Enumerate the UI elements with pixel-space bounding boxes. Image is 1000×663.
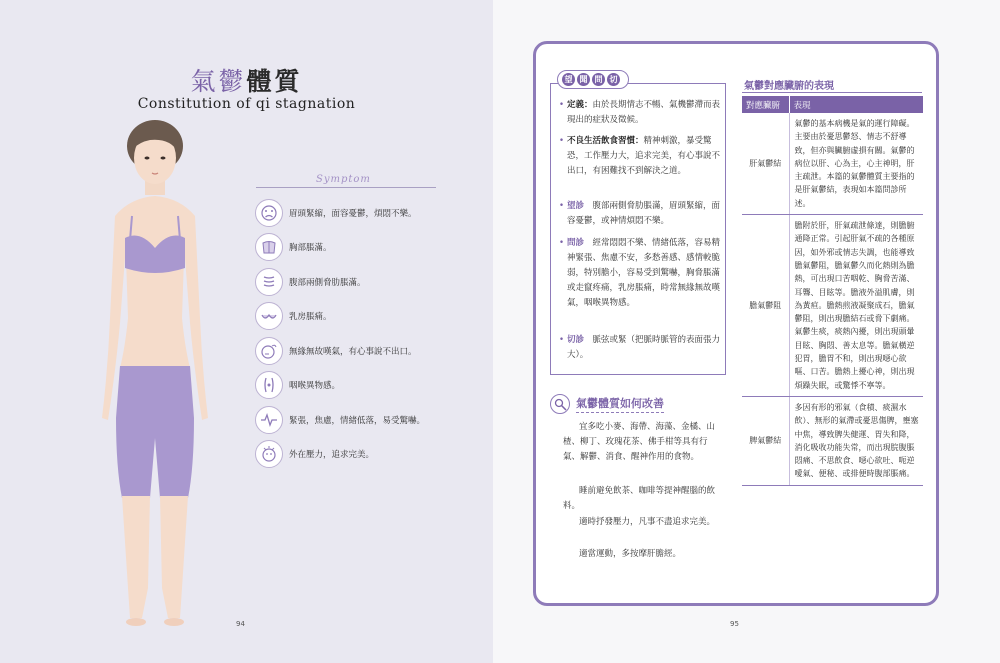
improve-paragraph: 適當運動，多按摩肝膽經。	[579, 549, 682, 559]
item-text: 經常悶悶不樂、情緒低落，容易精神緊張、焦慮不安，多愁善感、感情較脆弱，特別膽小，容易受到驚嚇，胸脅脹滿或走竄疼痛，乳房脹痛，時常無緣無故嘆氣，咽喉異物感。	[567, 238, 721, 308]
symptom-row	[255, 301, 332, 331]
item-label: 定義：	[567, 100, 593, 110]
frown-face-icon	[255, 199, 283, 227]
item-label: 不良生活飲食習慣：	[567, 136, 644, 146]
diagnosis-tab	[557, 70, 629, 89]
left-page	[0, 0, 493, 663]
symptom-text: 外在壓力，追求完美。	[289, 450, 375, 460]
symptom-row	[255, 232, 332, 262]
page-number: 94	[236, 620, 245, 628]
organ-cell: 脾氣鬱結	[742, 396, 789, 485]
heartbeat-icon	[255, 406, 283, 434]
chest-icon	[255, 233, 283, 261]
symptom-text: 胸部脹滿。	[289, 243, 332, 253]
organ-cell: 膽氣鬱阻	[742, 215, 789, 397]
column-header: 對應臟腑	[742, 96, 789, 113]
diagnosis-item: • 望診 腹部兩側脅肋脹滿，眉頭緊縮，面容憂鬱，或神情煩悶不樂。	[559, 201, 721, 226]
page-number: 95	[730, 620, 739, 628]
item-label: 切診	[567, 335, 585, 345]
symptom-row	[255, 370, 340, 400]
right-page	[493, 0, 1000, 663]
tab-char: 聞	[577, 73, 590, 86]
symptom-row	[255, 267, 366, 297]
improve-paragraph: 宜多吃小麥、海帶、海藻、金橘、山楂、柳丁、玫瑰花茶、佛手柑等具有行氣、解鬱、消食、醒神作用的食物。	[563, 422, 716, 462]
diagnosis-item: • 問診 經常悶悶不樂、情緒低落，容易精神緊張、焦慮不安，多愁善感、感情較脆弱，特別膽小，容易受到驚嚇，胸脅脹滿或走竄疼痛，乳房脹痛，時常無緣無故嘆氣，咽喉異物感。	[559, 238, 721, 308]
symptom-row	[255, 405, 425, 435]
sighing-face-icon	[255, 337, 283, 365]
symptom-text: 眉頭緊縮，面容憂鬱，煩悶不樂。	[289, 209, 417, 219]
table-title: 氣鬱對應臟腑的表現	[744, 81, 834, 92]
desc-cell: 氣鬱的基本病機是氣的運行障礙。主要由於憂思鬱怒、情志不舒導致，但亦與臟腑虛損有關。氣鬱的病位以肝、心為主，心主神明，肝主疏泄。本篇的氣鬱體質主要指的是肝氣鬱結，表現如本篇問診所述。	[789, 113, 923, 215]
title-dark: 體質	[246, 67, 303, 96]
page-subtitle: Constitution of qi stagnation	[137, 96, 356, 112]
throat-icon	[255, 371, 283, 399]
diagnosis-item: • 定義：由於長期情志不暢、氣機鬱滯而表現出的症狀及徵候。	[559, 100, 721, 125]
tab-char: 望	[562, 73, 575, 86]
page-title	[0, 62, 493, 98]
magnifier-icon	[550, 394, 570, 414]
symptom-text: 緊張，焦慮，情緒低落，易受驚嚇。	[289, 416, 426, 426]
breast-icon	[255, 302, 283, 330]
ribs-icon	[255, 268, 283, 296]
symptom-text: 咽喉異物感。	[289, 381, 341, 391]
symptom-text: 乳房脹痛。	[289, 312, 332, 322]
symptom-row	[255, 439, 374, 469]
improve-title: 氣鬱體質如何改善	[576, 395, 664, 413]
organ-table	[742, 96, 923, 486]
diagnosis-item: • 不良生活飲食習慣：精神刺激，暴受驚恐，工作壓力大，追求完美，有心事說不出口，有困難找不到解決之道。	[559, 136, 721, 176]
divider	[742, 92, 922, 93]
divider	[256, 187, 436, 188]
diagnosis-item: • 切診 脈弦或緊（把脈時脈管的表面張力大）。	[559, 335, 721, 360]
tab-char: 問	[592, 73, 605, 86]
item-label: 望診	[567, 201, 585, 211]
symptom-text: 腹部兩側脅肋脹滿。	[289, 278, 366, 288]
improve-paragraph: 適時抒發壓力，凡事不盡追求完美。	[579, 517, 716, 527]
improve-paragraph: 睡前避免飲茶、咖啡等提神醒腦的飲料。	[563, 486, 716, 511]
column-header: 表現	[789, 96, 923, 113]
symptom-heading: Symptom	[316, 174, 371, 185]
desc-cell: 膽附於肝，肝氣疏泄條達，則膽腑通降正常。引起肝氣不疏的各種原因，如外邪或情志失調，也能導致膽氣鬱阻，膽氣鬱久而化熱則為膽熱，可出現口苦咽乾、胸脅苦滿、耳聾、目眩等。膽液外溢肌膚，則為黃疸。膽熱煎液凝聚成石，膽氣鬱阻，則出現膽結石或脅下劇痛。氣鬱生痰，痰熱內擾，則出現頭暈目眩、胸悶、善太息等。膽氣橫逆犯胃，膽胃不和，則出現噁心欲嘔、口苦。膽熱上擾心神，則出現煩躁失眠，或驚悸不寧等。	[789, 215, 923, 397]
organ-cell: 肝氣鬱結	[742, 113, 789, 215]
symptom-row	[255, 198, 417, 228]
item-text: 精神刺激，暴受驚恐，工作壓力大，追求完美，有心事說不出口，有困難找不到解決之道。	[567, 136, 721, 176]
table-row	[742, 215, 923, 397]
item-label: 問診	[567, 238, 585, 248]
symptom-row	[255, 336, 417, 366]
item-text: 腹部兩側脅肋脹滿，眉頭緊縮，面容憂鬱，或神情煩悶不樂。	[567, 201, 721, 226]
title-accent: 氣鬱	[190, 67, 247, 96]
improve-heading	[550, 394, 664, 414]
body-illustration	[90, 118, 220, 638]
item-text: 脈弦或緊（把脈時脈管的表面張力大）。	[567, 335, 721, 360]
tab-char: 切	[607, 73, 620, 86]
table-row	[742, 113, 923, 215]
table-row	[742, 396, 923, 485]
symptom-text: 無緣無故嘆氣，有心事說不出口。	[289, 347, 417, 357]
desc-cell: 多因有形的邪氣（食積、痰濕水飲）、無形的氣滯或憂思傷脾，壅塞中焦，導致脾失健運、胃失和降，消化吸收功能失常，而出現脘腹脹悶痛、不思飲食、噁心欲吐、呃逆噯氣、便秘、或排便時腹部脹痛。	[789, 396, 923, 485]
item-text: 由於長期情志不暢、氣機鬱滯而表現出的症狀及徵候。	[567, 100, 721, 125]
stressed-face-icon	[255, 440, 283, 468]
